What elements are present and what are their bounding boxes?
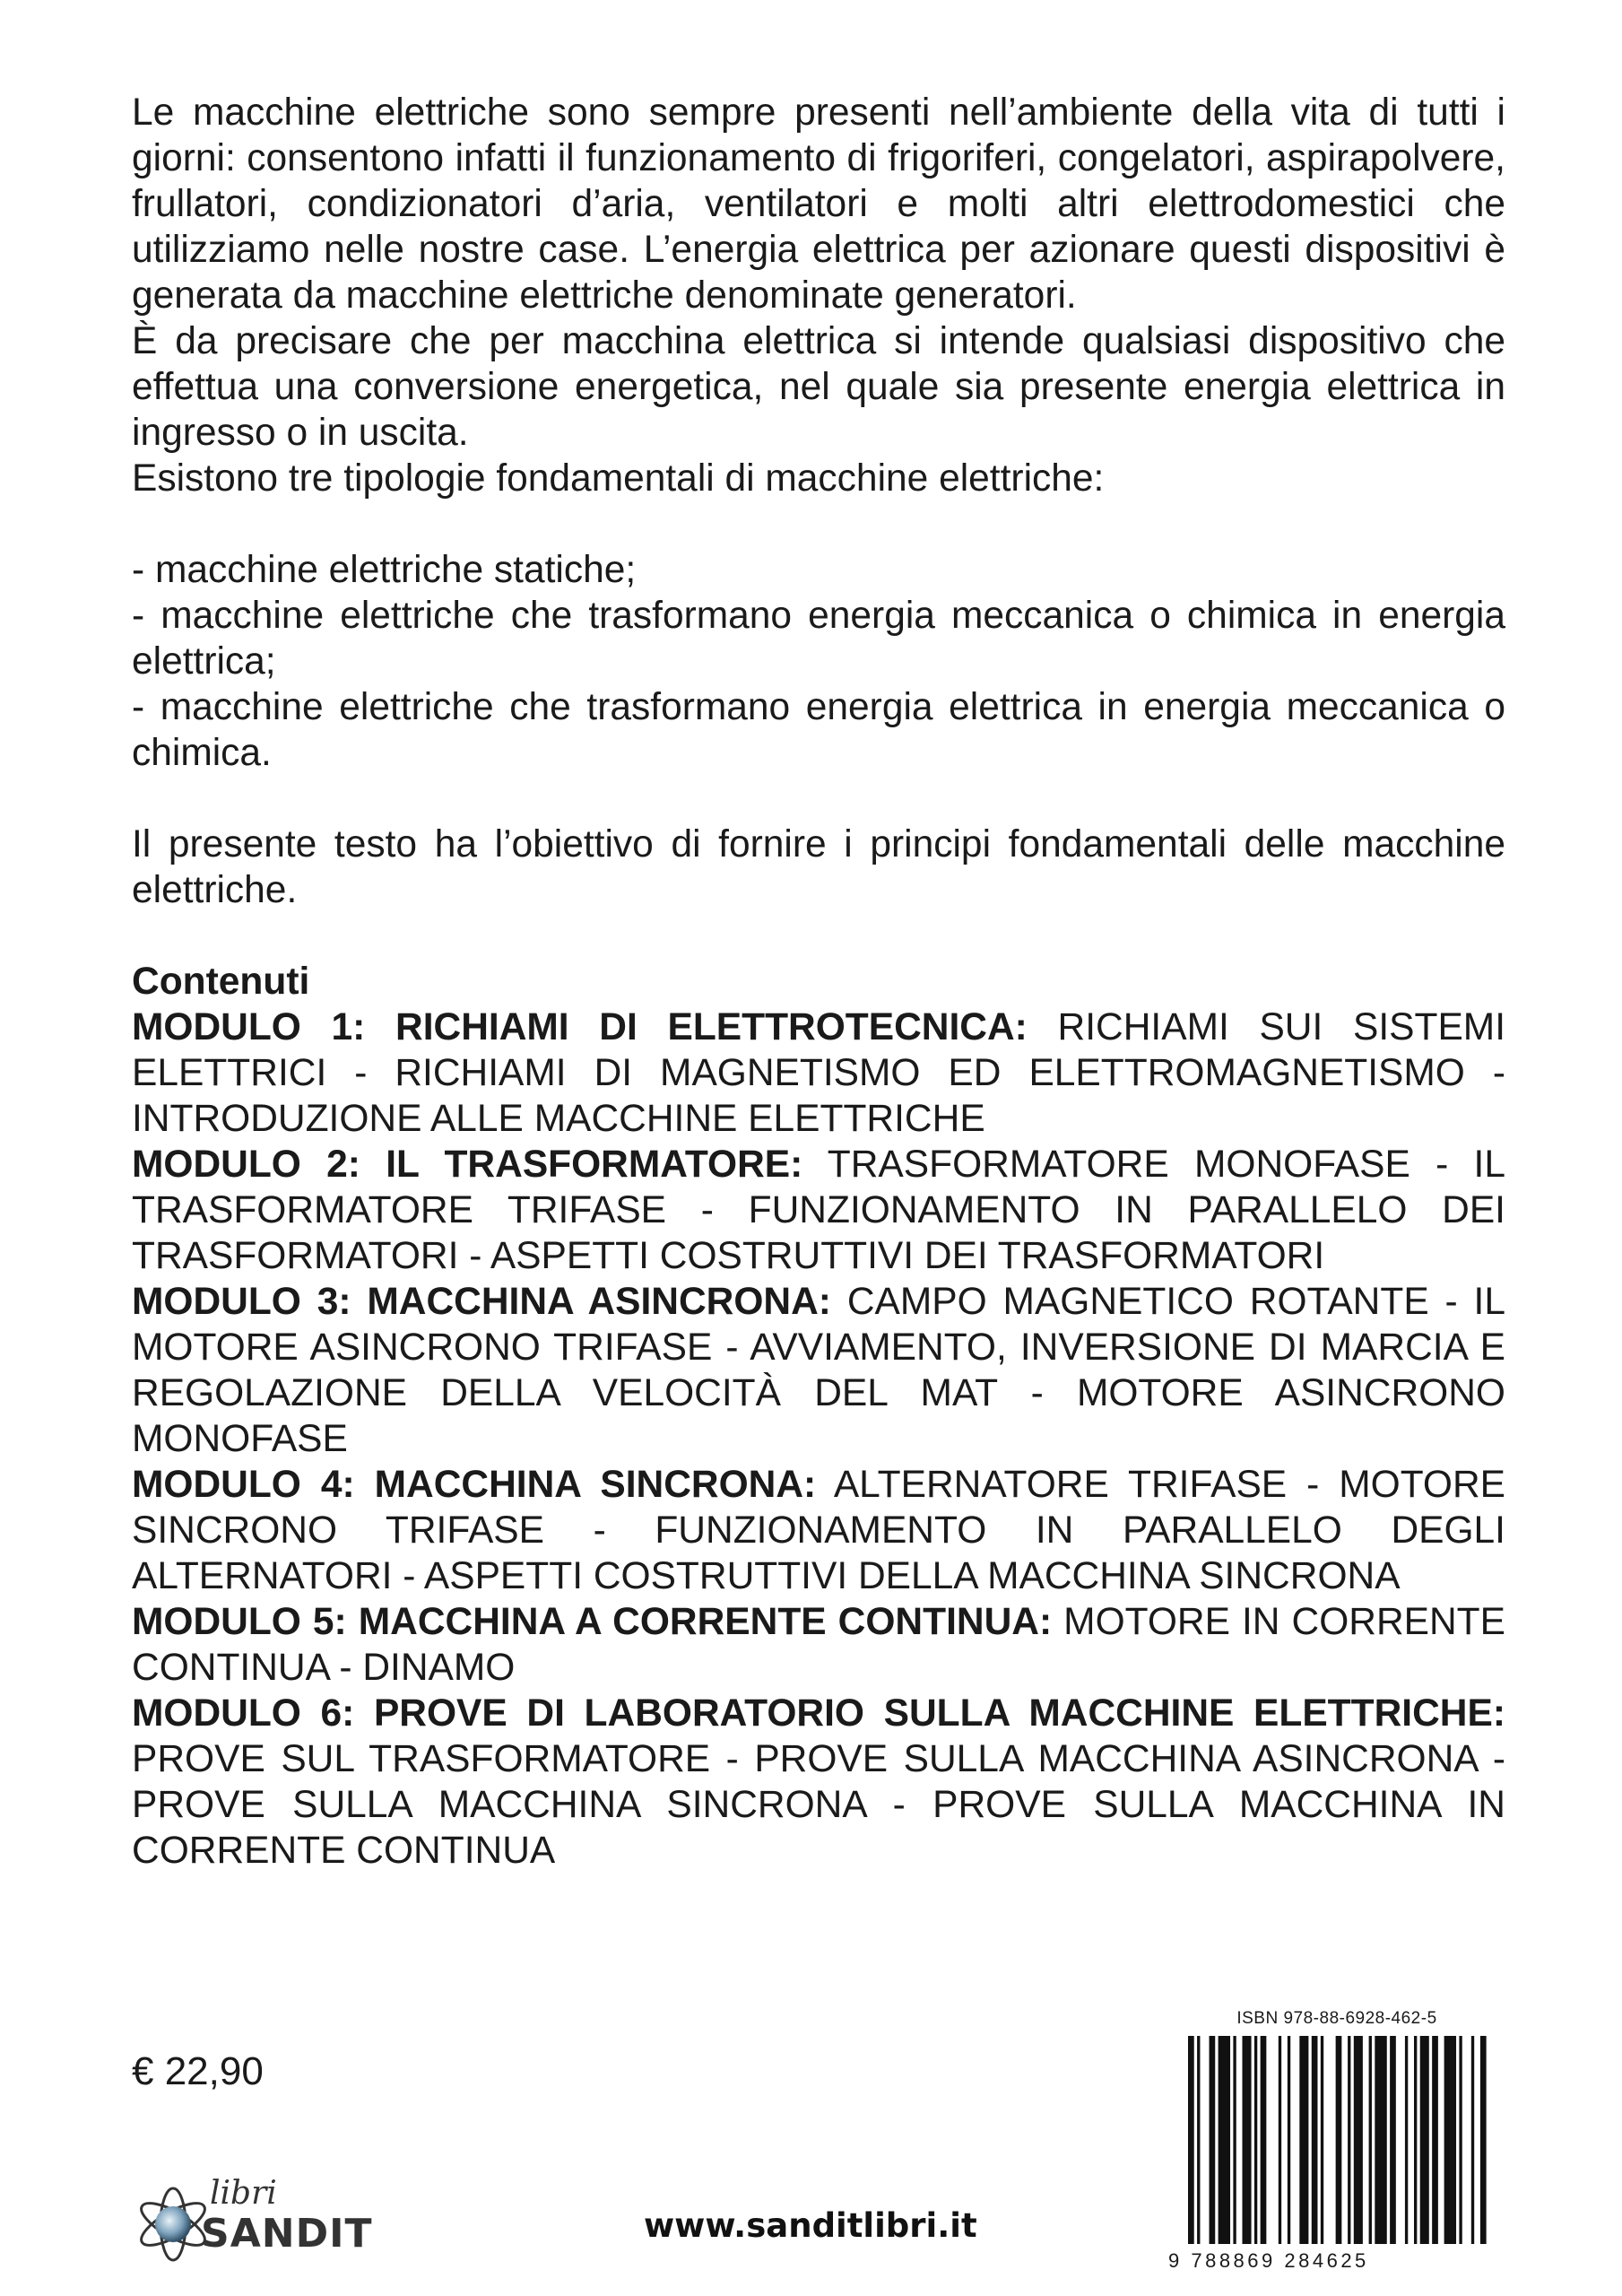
- barcode-bar: [1348, 2036, 1350, 2244]
- barcode-bar: [1444, 2036, 1456, 2244]
- intro-paragraph-3: Esistono tre tipologie fondamentali di macchine elettriche:: [132, 457, 1105, 500]
- module-text: RICHIAMI SUI SISTEMI ELETTRICI - RICHIAMI DI MAGNETISMO ED ELETTROMAGNETISMO - INTRODUZIONE ALLE MACCHINE ELETTRICHE: [132, 1006, 1506, 1140]
- module-text: TRASFORMATORE MONOFASE - IL TRASFORMATORE TRIFASE - FUNZIONAMENTO IN PARALLELO DEI TRASFORMATORI - ASPETTI COSTRUTTIVI DEI TRASFORMATORI: [132, 1144, 1505, 1277]
- barcode-bar: [1405, 2036, 1408, 2244]
- back-cover-text: [132, 90, 1505, 1874]
- module-1: [132, 1004, 1505, 1142]
- module-6: [132, 1691, 1505, 1874]
- barcode-bar: [1312, 2036, 1318, 2244]
- module-text: PROVE SUL TRASFORMATORE - PROVE SULLA MACCHINA ASINCRONA - PROVE SULLA MACCHINA SINCRONA - PROVE SULLA MACCHINA IN CORRENTE CONTINUA: [132, 1738, 1505, 1872]
- barcode-bar: [1420, 2036, 1429, 2244]
- module-heading: MODULO 1: RICHIAMI DI ELETTROTECNICA:: [132, 1006, 1028, 1048]
- barcode-bar: [1480, 2036, 1487, 2244]
- publisher-logo: [133, 2175, 373, 2274]
- barcode-bar: [1369, 2036, 1372, 2244]
- barcode-digits: 9 788869 284625: [1168, 2249, 1369, 2272]
- barcode-bar: [1354, 2036, 1363, 2244]
- module-heading: MODULO 4: MACCHINA SINCRONA:: [132, 1464, 817, 1506]
- barcode-bar: [1288, 2036, 1290, 2244]
- price: € 22,90: [132, 2049, 264, 2093]
- module-heading: MODULO 3: MACCHINA ASINCRONA:: [132, 1281, 831, 1323]
- module-text: MOTORE IN CORRENTE CONTINUA - DINAMO: [132, 1601, 1505, 1689]
- barcode-bar: [1321, 2036, 1323, 2244]
- barcode-bar: [1233, 2036, 1236, 2244]
- barcode-bar: [1261, 2036, 1267, 2244]
- barcode-bar: [1188, 2036, 1194, 2244]
- barcode-bar: [1432, 2036, 1438, 2244]
- barcode-bar: [1254, 2036, 1257, 2244]
- barcode-bar: [1279, 2036, 1281, 2244]
- module-4: [132, 1462, 1505, 1599]
- barcode-bar: [1459, 2036, 1462, 2244]
- barcode-bar: [1242, 2036, 1251, 2244]
- module-text: CAMPO MAGNETICO ROTANTE - IL MOTORE ASINCRONO TRIFASE - AVVIAMENTO, INVERSIONE DI MARCIA E REGOLAZIONE DELLA VELOCITÀ DEL MAT - MOTORE ASINCRONO MONOFASE: [132, 1281, 1505, 1460]
- contents-title: Contenuti: [132, 961, 310, 1003]
- module-2: [132, 1142, 1505, 1279]
- module-3: [132, 1279, 1505, 1462]
- bullet-item: - macchine elettriche che trasformano energia elettrica in energia meccanica o chimica.: [132, 686, 1505, 774]
- module-heading: MODULO 6: PROVE DI LABORATORIO SULLA MACCHINE ELETTRICHE:: [132, 1692, 1505, 1735]
- barcode-bar: [1375, 2036, 1386, 2244]
- intro-paragraph-4: Il presente testo ha l’obiettivo di fornire i principi fondamentali delle macchine elettriche.: [132, 823, 1505, 911]
- barcode-bar: [1299, 2036, 1308, 2244]
- module-text: ALTERNATORE TRIFASE - MOTORE SINCRONO TRIFASE - FUNZIONAMENTO IN PARALLELO DEGLI ALTERNATORI - ASPETTI COSTRUTTIVI DELLA MACCHINA SINCRONA: [132, 1464, 1505, 1597]
- module-heading: MODULO 2: IL TRASFORMATORE:: [132, 1144, 803, 1186]
- intro-paragraph-2: È da precisare che per macchina elettrica si intende qualsiasi dispositivo che effettua una conversione energetica, nel quale sia presente energia elettrica in ingresso o in uscita.: [132, 320, 1505, 454]
- barcode-bars: [1188, 2036, 1489, 2251]
- bullet-item: - macchine elettriche statiche;: [132, 549, 637, 591]
- barcode-bar: [1414, 2036, 1417, 2244]
- barcode-bar: [1197, 2036, 1200, 2244]
- logo-sandit-text: SANDIT: [201, 2211, 373, 2257]
- module-5: [132, 1599, 1505, 1691]
- barcode-bar: [1210, 2036, 1216, 2244]
- bullet-item: - macchine elettriche che trasformano energia meccanica o chimica in energia elettrica;: [132, 595, 1505, 683]
- intro-paragraph-1: Le macchine elettriche sono sempre presenti nell’ambiente della vita di tutti i giorni: consentono infatti il funzionamento di frigoriferi, congelatori, aspirapolvere, frullatori, condizionatori d’aria, ventilatori e molti altri elettrodomestici che utilizziamo nelle nostre case. L’energia elettrica per azionare questi dispositivi è generata da macchine elettriche denominate generatori.: [132, 91, 1505, 317]
- isbn-label: ISBN 978-88-6928-462-5: [1236, 2009, 1437, 2028]
- website-url[interactable]: www.sanditlibri.it: [644, 2206, 977, 2245]
- barcode-bar: [1390, 2036, 1396, 2244]
- barcode-bar: [1219, 2036, 1230, 2244]
- barcode-bar: [1471, 2036, 1474, 2244]
- isbn-barcode: [1168, 2009, 1505, 2278]
- module-heading: MODULO 5: MACCHINA A CORRENTE CONTINUA:: [132, 1601, 1053, 1643]
- barcode-bar: [1336, 2036, 1342, 2244]
- logo-libri-text: libri: [210, 2175, 277, 2212]
